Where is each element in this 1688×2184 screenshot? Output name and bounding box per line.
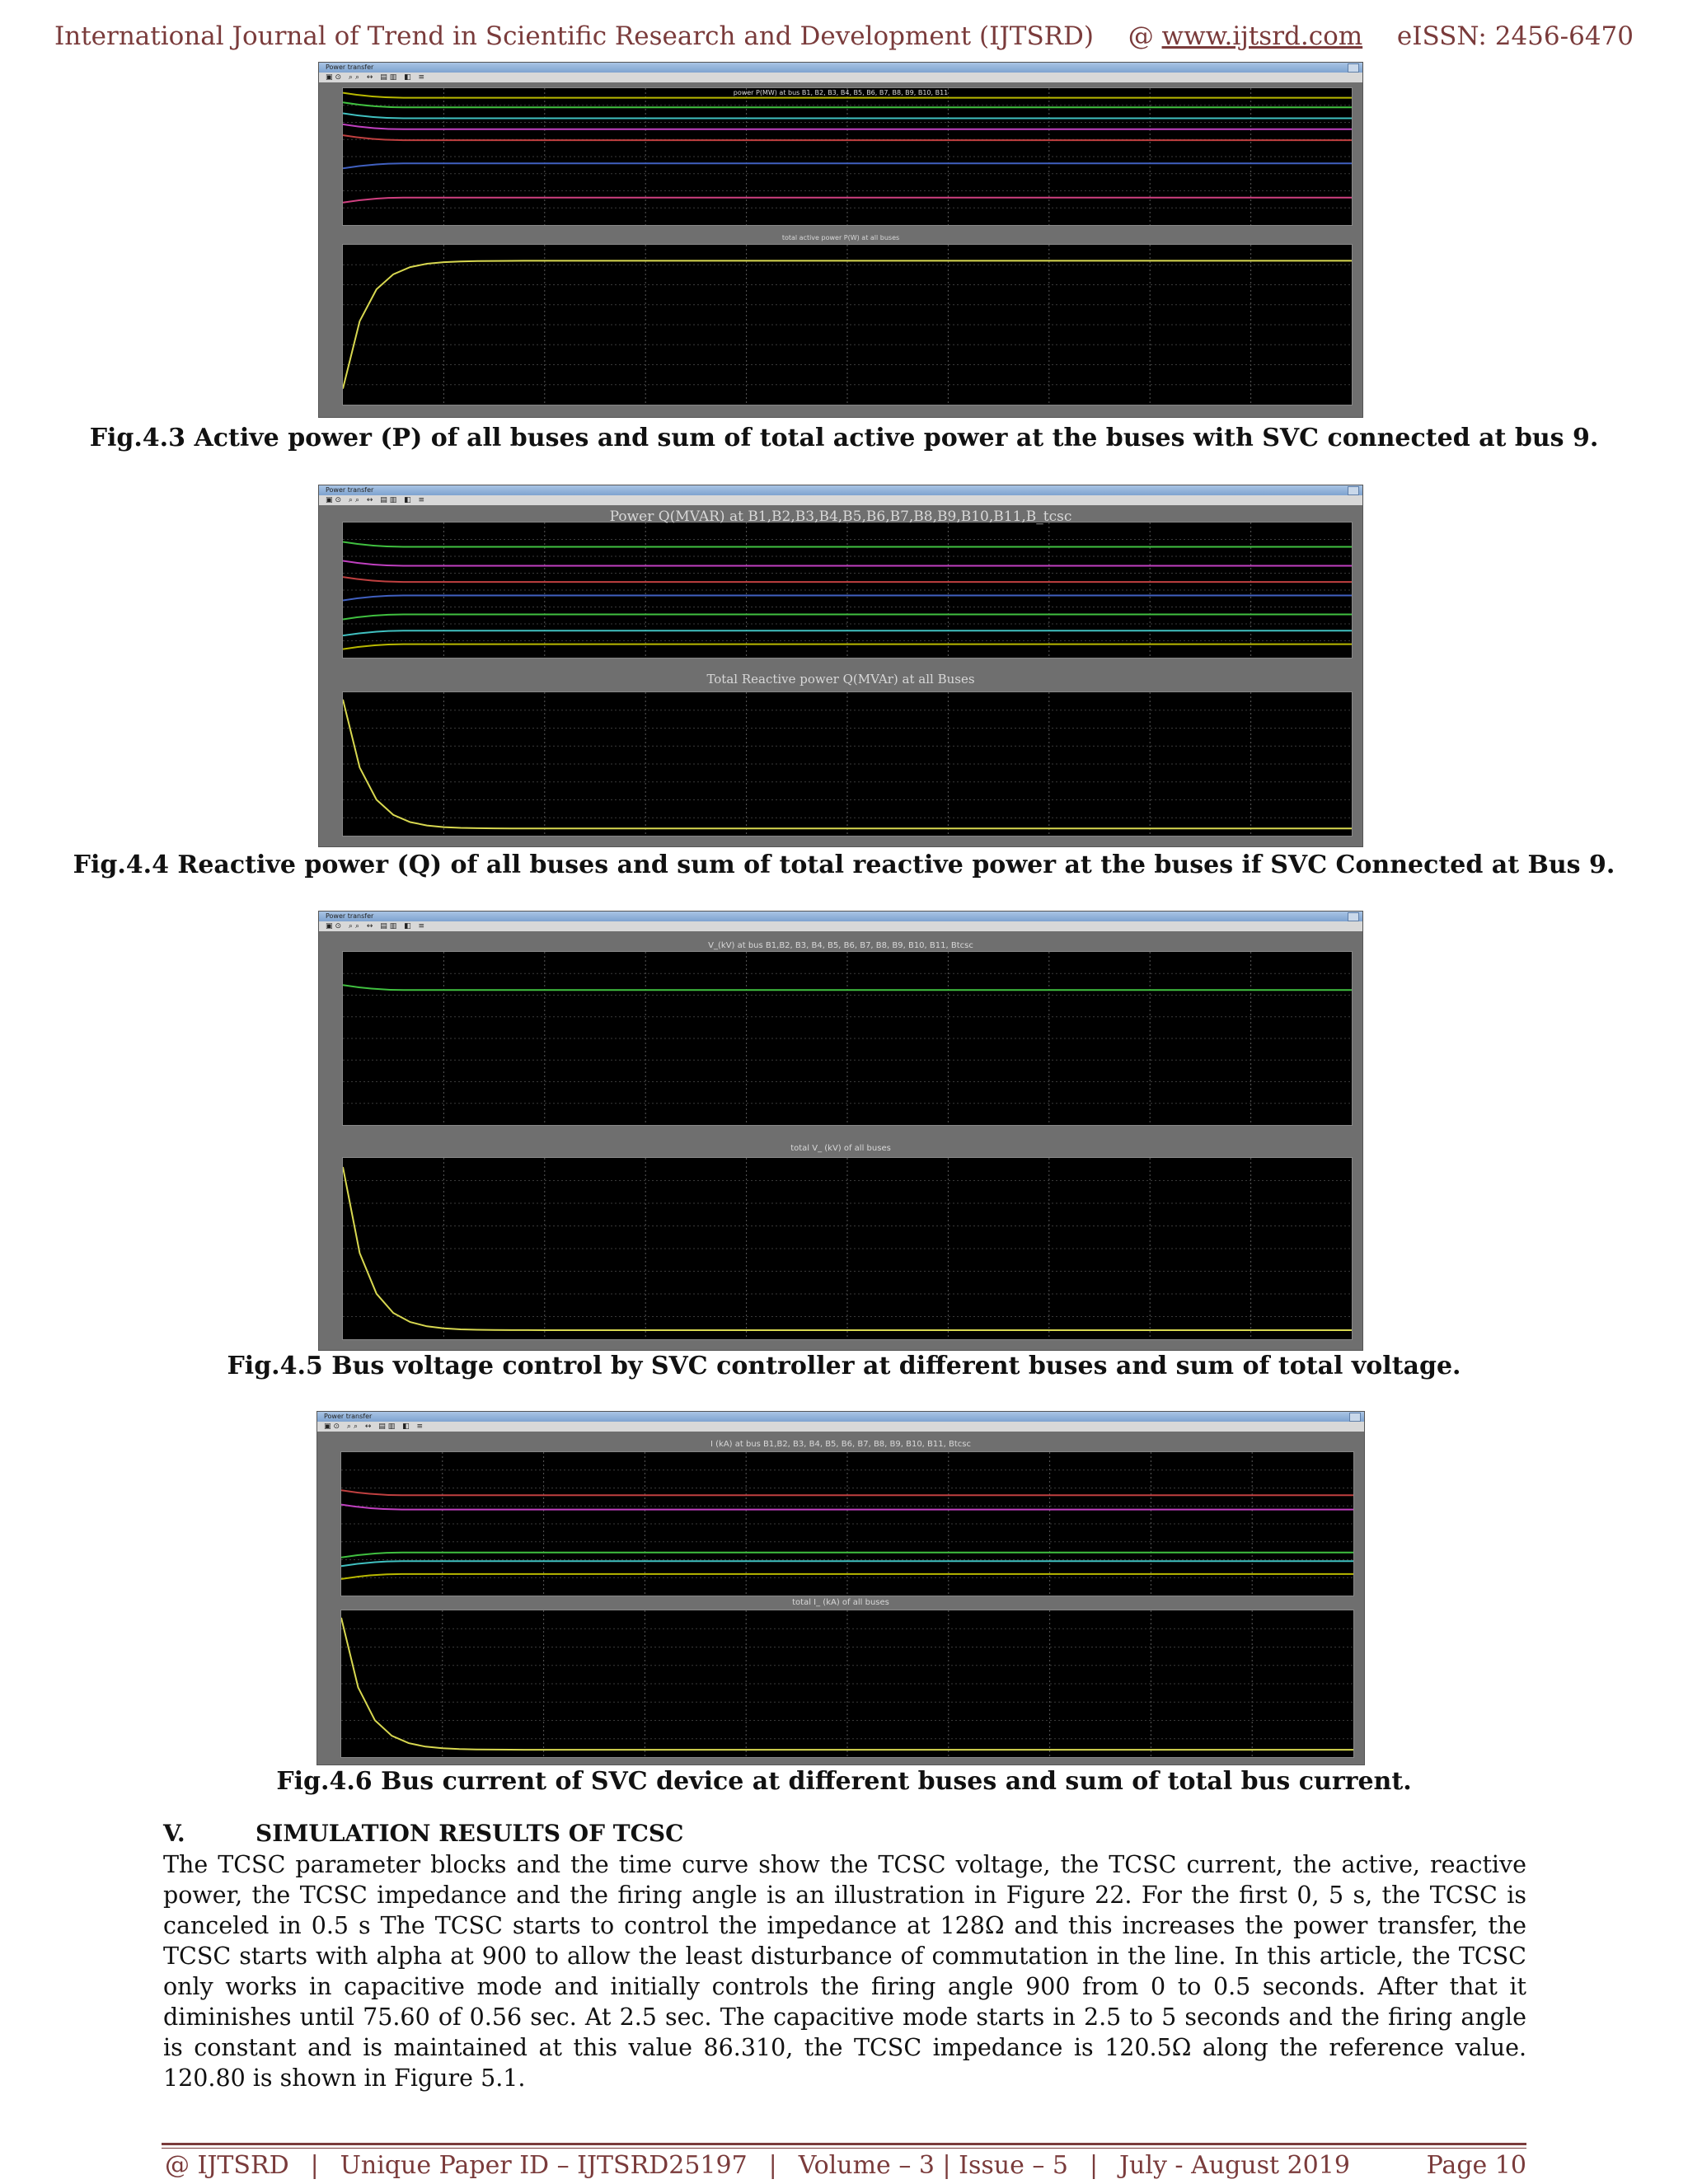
plot-title-bottom: total active power P(W) at all buses (781, 234, 900, 241)
scope-plot (343, 952, 1352, 1125)
window-title: Power transfer (326, 912, 374, 920)
toolbar[interactable]: ▣⊙ ⌕⌕ ↔ ▤▥ ◧ ≡ (319, 921, 1362, 931)
close-button[interactable] (1349, 1413, 1361, 1422)
journal-website-link[interactable]: www.ijtsrd.com (1161, 21, 1363, 51)
window-titlebar (319, 912, 1362, 921)
figure-4-3 (318, 62, 1363, 418)
series-line (343, 560, 1352, 565)
close-button[interactable] (1348, 486, 1359, 495)
plot-title-bottom: total I_ (kA) of all buses (792, 1598, 889, 1607)
figure-caption-4-4: Fig.4.4 Reactive power (Q) of all buses and sum of total reactive power at the buses if SVC Connected at Bus 9. (73, 851, 1615, 879)
plot-title-bottom: total V_ (kV) of all buses (790, 1144, 891, 1153)
close-button[interactable] (1348, 63, 1359, 73)
plot-title-top: I (kA) at bus B1,B2, B3, B4, B5, B6, B7, B8, B9, B10, B11, Btcsc (710, 1440, 971, 1449)
toolbar[interactable]: ▣⊙ ⌕⌕ ↔ ▤▥ ◧ ≡ (317, 1422, 1364, 1432)
journal-name: International Journal of Trend in Scientific Research and Development (IJTSRD) (54, 21, 1094, 51)
scope-plot (343, 88, 1352, 225)
plot-title-top: V_(kV) at bus B1,B2, B3, B4, B5, B6, B7, B8, B9, B10, B11, Btcsc (708, 941, 973, 950)
plot-panel-top (342, 951, 1353, 1126)
footer-volume: Volume – 3 | Issue – 5 (798, 2151, 1068, 2180)
plot-panel-bottom (342, 1157, 1353, 1340)
window-titlebar (317, 1412, 1364, 1422)
window-title: Power transfer (324, 1413, 373, 1420)
figure-4-6 (316, 1411, 1365, 1765)
section-body: The TCSC parameter blocks and the time curve show the TCSC voltage, the TCSC current, the active, reactive power, the TCSC impedance and the firing angle is an illustration in Figure 22. For the first 0, 5 s, the TCSC is canceled in 0.5 s The TCSC starts to control the impedance at 128Ω and this increases the power transfer, the TCSC starts with alpha at 900 to allow the least disturbance of commutation in the line. In this article, the TCSC only works in capacitive mode and initially controls the firing angle 900 from 0 to 0.5 seconds. After that it diminishes until 75.60 of 0.56 sec. At 2.5 sec. The capacitive mode starts in 2.5 to 5 seconds and the firing angle is constant and is maintained at this value 86.310, the TCSC impedance is 120.5Ω along the reference value. 120.80 is shown in Figure 5.1. (163, 1851, 1526, 2092)
figure-caption-4-3: Fig.4.3 Active power (P) of all buses and sum of total active power at the buses with SVC connected at bus 9. (89, 424, 1599, 452)
plot-panel-bottom (342, 691, 1353, 837)
footer-page-number: Page 10 (1426, 2151, 1526, 2180)
at-sign: @ (1128, 21, 1154, 51)
scope-plot (343, 523, 1352, 658)
scope-plot (341, 1452, 1353, 1596)
plot-panel-top (340, 1451, 1354, 1596)
footer-rule-thin (162, 2148, 1526, 2149)
scope-plot (343, 245, 1352, 405)
running-header (0, 21, 1688, 51)
close-button[interactable] (1348, 912, 1359, 921)
plot-title-top: power P(MW) at bus B1, B2, B3, B4, B5, B6, B7, B8, B9, B10, B11 (733, 89, 949, 96)
plot-panel-bottom (342, 244, 1353, 405)
series-line (343, 577, 1352, 582)
footer-rule (162, 2143, 1526, 2145)
toolbar[interactable]: ▣⊙ ⌕⌕ ↔ ▤▥ ◧ ≡ (319, 495, 1362, 505)
window-title: Power transfer (326, 63, 374, 71)
scope-plot (341, 1610, 1353, 1757)
figure-caption-4-5: Fig.4.5 Bus voltage control by SVC controller at different buses and sum of total voltage. (227, 1352, 1461, 1380)
section-heading (163, 1820, 683, 1847)
window-titlebar (319, 63, 1362, 73)
window-titlebar (319, 485, 1362, 495)
plot-panel-top (342, 522, 1353, 658)
series-line (341, 1490, 1353, 1495)
window-title: Power transfer (326, 486, 374, 494)
section-number: V. (163, 1820, 185, 1847)
figure-caption-4-6: Fig.4.6 Bus current of SVC device at different buses and sum of total bus current. (276, 1767, 1412, 1796)
toolbar[interactable]: ▣⊙ ⌕⌕ ↔ ▤▥ ◧ ≡ (319, 73, 1362, 82)
footer-publisher: @ IJTSRD (165, 2151, 289, 2180)
plot-title-bottom: Total Reactive power Q(MVAr) at all Buses (706, 672, 975, 687)
issn: eISSN: 2456-6470 (1396, 21, 1634, 51)
plot-panel-bottom (340, 1610, 1354, 1758)
plot-title-top: Power Q(MVAR) at B1,B2,B3,B4,B5,B6,B7,B8,B9,B10,B11,B_tcsc (609, 509, 1072, 525)
plot-panel-top (342, 87, 1353, 226)
figure-4-4 (318, 485, 1363, 847)
footer-paper-id: Unique Paper ID – IJTSRD25197 (340, 2151, 748, 2180)
footer-date: July - August 2019 (1119, 2151, 1350, 2180)
scope-plot (343, 692, 1352, 836)
figure-4-5 (318, 911, 1363, 1351)
running-footer: @ IJTSRD | Unique Paper ID – IJTSRD25197 | Volume – 3 | Issue – 5 | July - August 2019 Page 10 (165, 2151, 1526, 2180)
scope-plot (343, 1158, 1352, 1339)
section-title: SIMULATION RESULTS OF TCSC (256, 1820, 684, 1847)
